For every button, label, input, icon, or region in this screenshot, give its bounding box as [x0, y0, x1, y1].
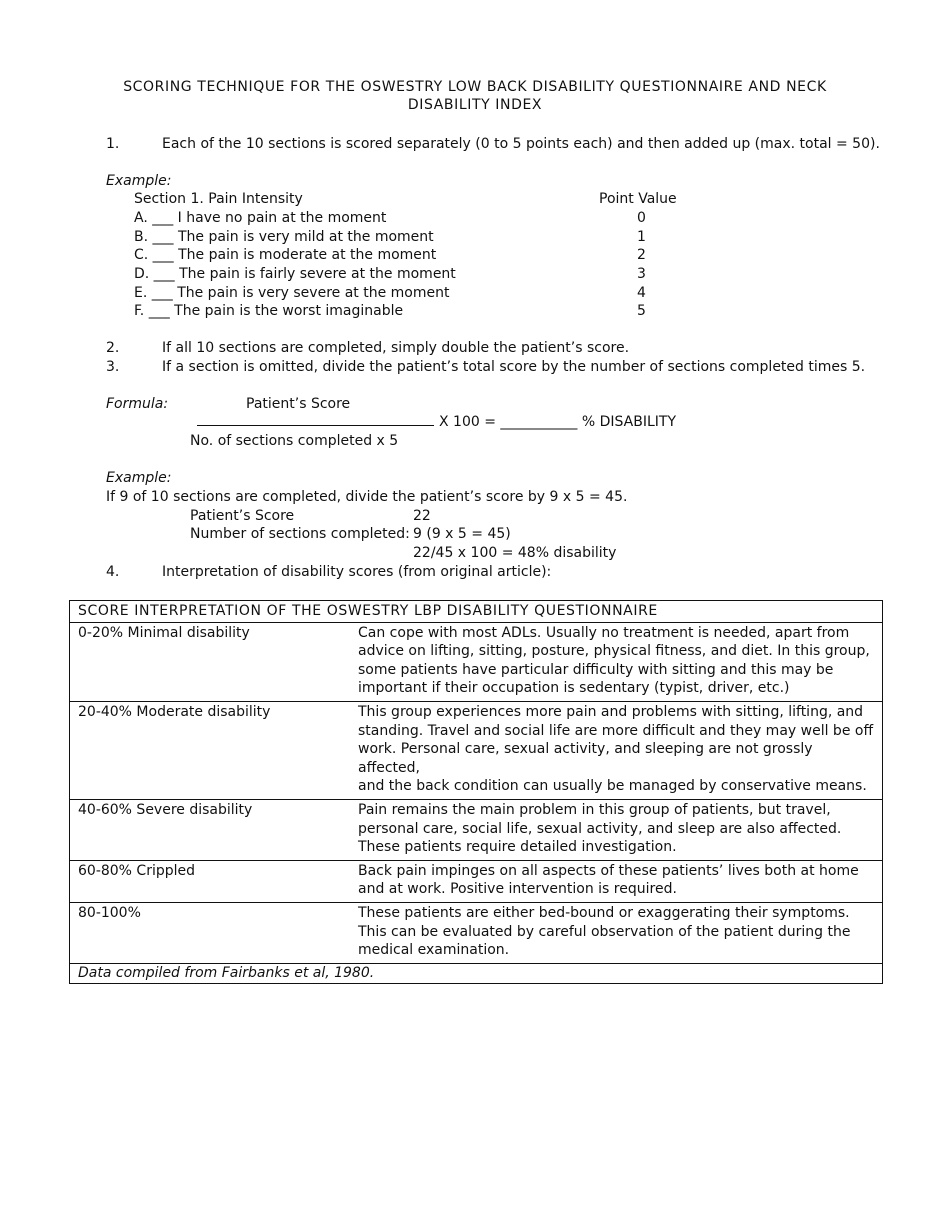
document-title: SCORING TECHNIQUE FOR THE OSWESTRY LOW BACK DISABILITY QUESTIONNAIRE AND NECK DISABILITY INDEX	[123, 79, 827, 113]
step-4-number: 4.	[106, 564, 120, 580]
pain-option-d-value: 3	[637, 266, 646, 282]
score-interpretation-table	[69, 600, 883, 984]
table-header: SCORE INTERPRETATION OF THE OSWESTRY LBP DISABILITY QUESTIONNAIRE	[70, 601, 883, 623]
step-3-text: If a section is omitted, divide the patient’s total score by the number of sections completed times 5.	[162, 359, 866, 375]
formula-numerator: Patient’s Score	[246, 396, 351, 412]
example-1-label: Example:	[106, 173, 172, 189]
interpretation-line: This group experiences more pain and problems with sitting, lifting, and	[358, 703, 864, 720]
interpretation-moderate	[350, 701, 883, 799]
sections-completed-value: 9 (9 x 5 = 45)	[413, 526, 511, 542]
interpretation-line: Can cope with most ADLs. Usually no treatment is needed, apart from	[358, 624, 850, 641]
score-range-80-100: 80-100%	[70, 902, 351, 963]
pain-option-e: E. ___ The pain is very severe at the moment	[134, 285, 450, 301]
interpretation-line: These patients are either bed-bound or exaggerating their symptoms.	[358, 904, 850, 921]
table-row	[70, 860, 883, 902]
pain-option-b: B. ___ The pain is very mild at the moment	[134, 229, 434, 245]
pain-option-a-value: 0	[637, 210, 646, 226]
interpretation-line: These patients require detailed investigation.	[358, 839, 677, 856]
step-1-number: 1.	[106, 136, 120, 152]
formula-denominator: No. of sections completed x 5	[190, 433, 399, 449]
table-row	[70, 902, 883, 963]
section-heading: Section 1. Pain Intensity	[134, 191, 303, 207]
pain-option-f: F. ___ The pain is the worst imaginable	[134, 303, 404, 319]
example-2-intro: If 9 of 10 sections are completed, divide the patient’s score by 9 x 5 = 45.	[106, 489, 628, 505]
patient-score-value: 22	[413, 508, 431, 524]
interpretation-80-100	[350, 902, 883, 963]
step-3-number: 3.	[106, 359, 120, 375]
pain-option-b-value: 1	[637, 229, 646, 245]
table-row	[70, 799, 883, 860]
formula-result: X 100 = ___________ % DISABILITY	[439, 414, 676, 430]
point-value-heading: Point Value	[599, 191, 677, 207]
table-header-row	[70, 601, 883, 623]
pain-option-f-value: 5	[637, 303, 646, 319]
interpretation-crippled	[350, 860, 883, 902]
score-range-minimal: 0-20% Minimal disability	[70, 622, 351, 701]
disability-result: 22/45 x 100 = 48% disability	[413, 545, 617, 561]
interpretation-minimal	[350, 622, 883, 701]
pain-option-c-value: 2	[637, 247, 646, 263]
formula-label: Formula:	[106, 396, 169, 412]
interpretation-line: some patients have particular difficulty with sitting and this may be	[358, 661, 834, 678]
interpretation-line: and at work. Positive intervention is required.	[358, 881, 677, 898]
score-range-moderate: 20-40% Moderate disability	[70, 701, 351, 799]
interpretation-line: advice on lifting, sitting, posture, physical fitness, and diet. In this group,	[358, 643, 870, 660]
step-4-text: Interpretation of disability scores (from original article):	[162, 564, 552, 580]
fraction-bar	[197, 425, 434, 426]
pain-option-d: D. ___ The pain is fairly severe at the moment	[134, 266, 456, 282]
patient-score-label: Patient’s Score	[190, 508, 295, 524]
pain-option-a: A. ___ I have no pain at the moment	[134, 210, 387, 226]
step-2-number: 2.	[106, 340, 120, 356]
score-range-severe: 40-60% Severe disability	[70, 799, 351, 860]
pain-option-e-value: 4	[637, 285, 646, 301]
table-row	[70, 622, 883, 701]
interpretation-line: personal care, social life, sexual activity, and sleep are also affected.	[358, 820, 842, 837]
pain-option-c: C. ___ The pain is moderate at the moment	[134, 247, 437, 263]
step-2-text: If all 10 sections are completed, simply double the patient’s score.	[162, 340, 630, 356]
sections-completed-label: Number of sections completed:	[190, 526, 410, 542]
interpretation-severe	[350, 799, 883, 860]
interpretation-line: Pain remains the main problem in this group of patients, but travel,	[358, 801, 831, 818]
step-1-text: Each of the 10 sections is scored separately (0 to 5 points each) and then added up (max. total = 50).	[162, 136, 880, 152]
table-footer: Data compiled from Fairbanks et al, 1980.	[70, 963, 883, 984]
interpretation-line: important if their occupation is sedentary (typist, driver, etc.)	[358, 680, 790, 697]
interpretation-line: and the back condition can usually be managed by conservative means.	[358, 778, 867, 795]
example-2-label: Example:	[106, 470, 172, 486]
interpretation-line: standing. Travel and social life are more difficult and they may well be off	[358, 722, 874, 739]
interpretation-line: medical examination.	[358, 942, 510, 959]
interpretation-line: Back pain impinges on all aspects of these patients’ lives both at home	[358, 862, 859, 879]
interpretation-line: work. Personal care, sexual activity, and sleeping are not grossly affected,	[358, 741, 813, 776]
table-footer-row	[70, 963, 883, 984]
interpretation-line: This can be evaluated by careful observation of the patient during the	[358, 923, 851, 940]
score-range-crippled: 60-80% Crippled	[70, 860, 351, 902]
table-row	[70, 701, 883, 799]
